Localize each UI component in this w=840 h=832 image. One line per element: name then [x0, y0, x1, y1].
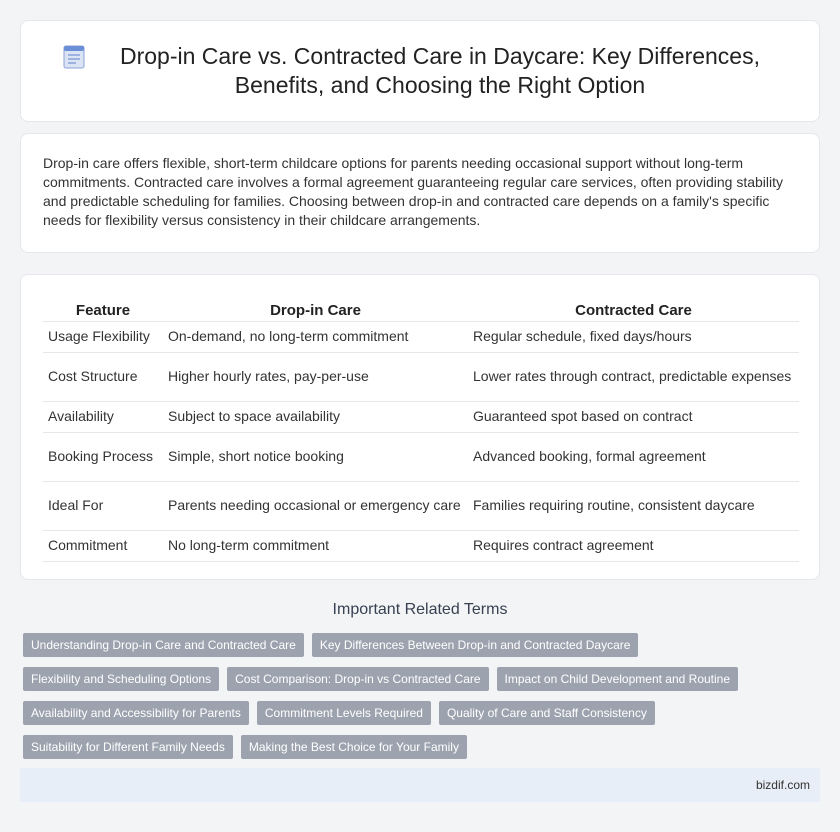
related-term-tag[interactable]: Understanding Drop-in Care and Contracted Care — [23, 633, 304, 657]
table-row — [43, 352, 799, 401]
related-terms-list — [23, 633, 823, 769]
footer — [20, 768, 820, 802]
page-title: Drop-in Care vs. Contracted Care in Daycare: Key Differences, Benefits, and Choosing the Right Option — [119, 43, 760, 98]
header-drop-in: Drop-in Care — [163, 295, 468, 321]
header-contracted: Contracted Care — [468, 295, 799, 321]
table-cell: Families requiring routine, consistent daycare — [468, 481, 799, 530]
intro-paragraph: Drop-in care offers flexible, short-term childcare options for parents needing occasional support without long-term commitments. Contracted care involves a formal agreement guaranteeing regular care services, often providing stability and predictable scheduling for families. Choosing between drop-in and contracted care depends on a family's specific needs for flexibility versus consistency in their childcare arrangements. — [43, 155, 784, 228]
comparison-table — [43, 295, 799, 562]
table-cell: Commitment — [43, 530, 163, 561]
document-icon — [61, 44, 87, 70]
table-cell: No long-term commitment — [163, 530, 468, 561]
related-term-tag[interactable]: Availability and Accessibility for Parents — [23, 701, 249, 725]
table-row — [43, 321, 799, 352]
related-term-tag[interactable]: Impact on Child Development and Routine — [497, 667, 738, 691]
related-term-tag[interactable]: Commitment Levels Required — [257, 701, 431, 725]
table-cell: Regular schedule, fixed days/hours — [468, 321, 799, 352]
tag-row — [23, 633, 823, 657]
table-cell: Requires contract agreement — [468, 530, 799, 561]
related-terms-title: Important Related Terms — [332, 601, 508, 618]
related-term-tag[interactable]: Cost Comparison: Drop-in vs Contracted Care — [227, 667, 488, 691]
related-term-tag[interactable]: Suitability for Different Family Needs — [23, 735, 233, 759]
table-cell: Advanced booking, formal agreement — [468, 432, 799, 481]
table-cell: Usage Flexibility — [43, 321, 163, 352]
intro-card — [20, 133, 820, 253]
table-header-row — [43, 295, 799, 321]
table-cell: Cost Structure — [43, 352, 163, 401]
table-cell: On-demand, no long-term commitment — [163, 321, 468, 352]
related-term-tag[interactable]: Key Differences Between Drop-in and Contracted Daycare — [312, 633, 639, 657]
table-cell: Simple, short notice booking — [163, 432, 468, 481]
related-term-tag[interactable]: Quality of Care and Staff Consistency — [439, 701, 655, 725]
table-row — [43, 481, 799, 530]
table-row — [43, 432, 799, 481]
table-cell: Higher hourly rates, pay-per-use — [163, 352, 468, 401]
tag-row — [23, 701, 823, 725]
table-cell: Lower rates through contract, predictable expenses — [468, 352, 799, 401]
table-cell: Booking Process — [43, 432, 163, 481]
related-term-tag[interactable]: Flexibility and Scheduling Options — [23, 667, 219, 691]
table-cell: Parents needing occasional or emergency care — [163, 481, 468, 530]
table-cell: Subject to space availability — [163, 401, 468, 432]
table-cell: Availability — [43, 401, 163, 432]
comparison-card — [20, 274, 820, 580]
footer-site-link[interactable]: bizdif.com — [755, 778, 810, 792]
header-card — [20, 20, 820, 122]
tag-row — [23, 735, 823, 759]
table-cell: Ideal For — [43, 481, 163, 530]
table-row — [43, 401, 799, 432]
related-term-tag[interactable]: Making the Best Choice for Your Family — [241, 735, 467, 759]
table-cell: Guaranteed spot based on contract — [468, 401, 799, 432]
table-row — [43, 530, 799, 561]
header-feature: Feature — [43, 295, 163, 321]
tag-row — [23, 667, 823, 691]
